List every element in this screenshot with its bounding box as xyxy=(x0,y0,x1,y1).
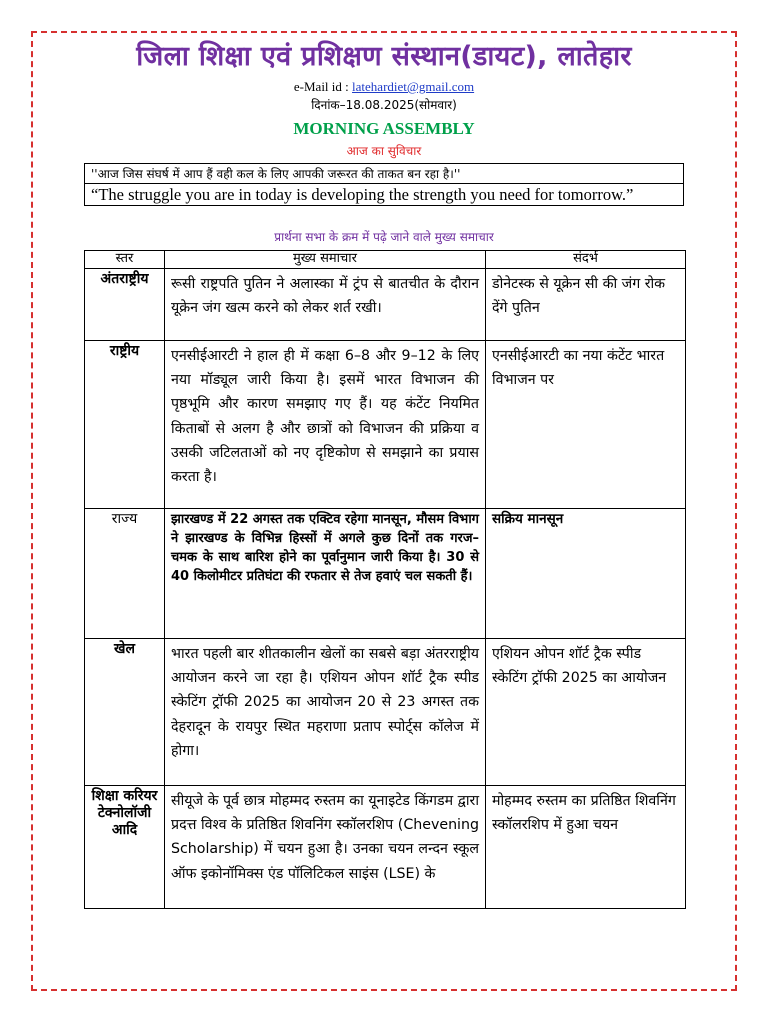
row-reference: डोनेटस्क से यूक्रेन सी की जंग रोक देंगे पुतिन xyxy=(486,269,686,341)
table-row xyxy=(85,341,686,509)
table-row xyxy=(85,269,686,341)
row-reference: एशियन ओपन शॉर्ट ट्रैक स्पीड स्केटिंग ट्रॉफी 2025 का आयोजन xyxy=(486,639,686,786)
column-header-news: मुख्य समाचार xyxy=(165,251,486,269)
news-table xyxy=(84,250,686,909)
table-row xyxy=(85,786,686,909)
thought-box xyxy=(84,163,684,206)
column-header-level: स्तर xyxy=(85,251,165,269)
morning-assembly-heading: MORNING ASSEMBLY xyxy=(293,119,475,138)
row-reference: मोहम्मद रुस्तम का प्रतिष्ठित शिवनिंग स्कॉलरशिप में हुआ चयन xyxy=(486,786,686,909)
row-news-text: भारत पहली बार शीतकालीन खेलों का सबसे बड़ा अंतरराष्ट्रीय आयोजन करने जा रहा है। एशियन ओपन शॉर्ट ट्रैक स्पीड स्केटिंग ट्रॉफी 2025 का आयोजन 20 से 23 अगस्त तक देहरादून के रायपुर स्थित महराणा प्रताप स्पोर्ट्स कॉलेज में होगा। xyxy=(165,639,486,786)
news-heading: प्रार्थना सभा के क्रम में पढ़े जाने वाले मुख्य समाचार xyxy=(274,230,494,244)
thought-of-the-day-heading: आज का सुविचार xyxy=(346,144,422,158)
row-category: राज्य xyxy=(85,509,165,639)
row-category: खेल xyxy=(85,639,165,786)
row-category: शिक्षा करियर टेक्नोलॉजी आदि xyxy=(85,786,165,909)
row-news-text: सीयूजे के पूर्व छात्र मोहम्मद रुस्तम का यूनाइटेड किंगडम द्वारा प्रदत्त विश्व के प्रतिष्ठित शिवनिंग स्कॉलरशिप (Chevening Scholarship) में चयन हुआ है। उनका चयन लन्दन स्कूल ऑफ इकोनॉमिक्स एंड पॉलिटिकल साइंस (LSE) के xyxy=(165,786,486,909)
table-row xyxy=(85,509,686,639)
row-reference: सक्रिय मानसून xyxy=(486,509,686,639)
row-news-text: एनसीईआरटी ने हाल ही में कक्षा 6–8 और 9–12 के लिए नया मॉड्यूल जारी किया है। इसमें भारत विभाजन की पृष्ठभूमि और कारण समझाए गए हैं। यह कंटेंट नियमित किताबों से अलग है और छात्रों को विभाजन की प्रक्रिया व उसकी जटिलताओं को नए दृष्टिकोण से समझाने का प्रयास करता है। xyxy=(165,341,486,509)
row-category: अंतराष्ट्रीय xyxy=(85,269,165,341)
row-news-text: झारखण्ड में 22 अगस्त तक एक्टिव रहेगा मानसून, मौसम विभाग ने झारखण्ड के विभिन्न हिस्सों में अगले कुछ दिनों तक गरज–चमक के साथ बारिश होने का पूर्वानुमान जारी किया है। 30 से 40 किलोमीटर प्रतिघंटा की रफतार से तेज हवाएं चल सकती हैं। xyxy=(165,509,486,639)
row-category: राष्ट्रीय xyxy=(85,341,165,509)
email-line xyxy=(0,79,768,95)
email-link[interactable]: latehardiet@gmail.com xyxy=(352,79,475,94)
news-table-header-row xyxy=(85,251,686,269)
row-reference: एनसीईआरटी का नया कंटेंट भारत विभाजन पर xyxy=(486,341,686,509)
thought-hindi: ''आज जिस संघर्ष में आप हैं वही कल के लिए आपकी जरूरत की ताकत बन रहा है।'' xyxy=(85,164,683,184)
table-row xyxy=(85,639,686,786)
row-news-text: रूसी राष्ट्रपति पुतिन ने अलास्का में ट्रंप से बातचीत के दौरान यूक्रेन जंग खत्म करने को लेकर शर्त रखी। xyxy=(165,269,486,341)
institute-title: जिला शिक्षा एवं प्रशिक्षण संस्थान(डायट), लातेहार xyxy=(136,41,632,72)
thought-english: “The struggle you are in today is developing the strength you need for tomorrow.” xyxy=(91,185,634,204)
date-line: दिनांक–18.08.2025(सोमवार) xyxy=(311,98,457,112)
email-label: e-Mail id : xyxy=(293,79,353,94)
column-header-reference: संदर्भ xyxy=(486,251,686,269)
